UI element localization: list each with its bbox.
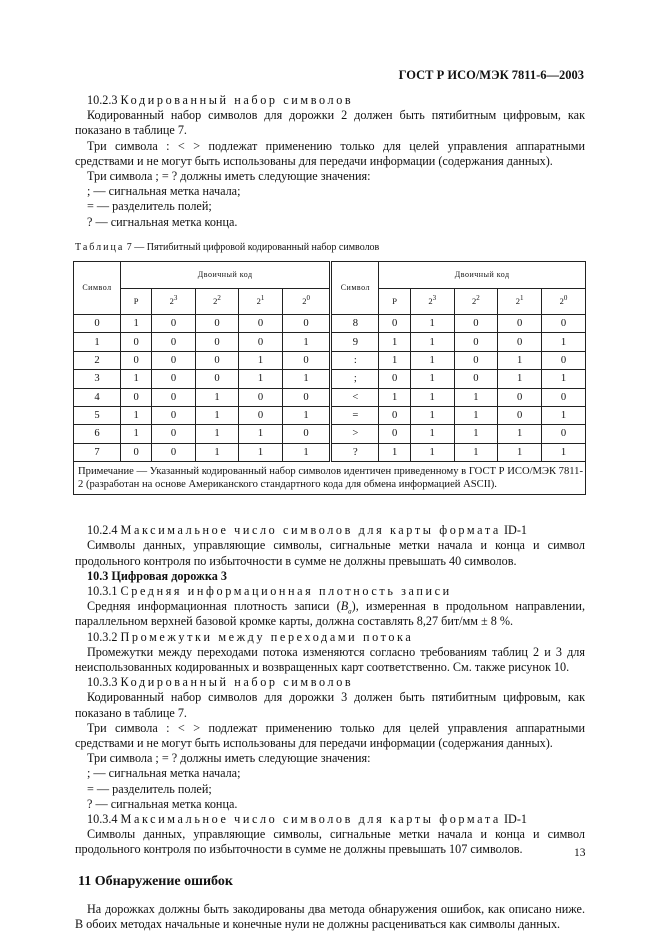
- bit-cell: 0: [152, 443, 196, 461]
- bit-cell: 0: [152, 406, 196, 424]
- symbol-cell: 8: [331, 315, 379, 333]
- bit-header: $2^1$: [498, 289, 542, 315]
- binary-code-header: Двоичный код: [379, 262, 586, 289]
- bit-cell: 0: [282, 425, 331, 443]
- bit-cell: 0: [454, 315, 498, 333]
- bit-cell: 1: [239, 370, 283, 388]
- bit-header: $2^3$: [152, 289, 196, 315]
- bit-cell: 0: [121, 333, 152, 351]
- bit-cell: 0: [498, 406, 542, 424]
- bit-cell: 0: [454, 351, 498, 369]
- bit-cell: 0: [152, 370, 196, 388]
- symbol-cell: 5: [74, 406, 121, 424]
- bit-cell: 1: [454, 443, 498, 461]
- section-10-3-heading: 10.3 Цифровая дорожка 3: [87, 568, 227, 583]
- bit-cell: 0: [379, 425, 410, 443]
- bit-header: $2^0$: [541, 289, 585, 315]
- bit-cell: 1: [410, 388, 454, 406]
- paragraph: Три символа ; = ? должны иметь следующие значения:: [87, 169, 371, 184]
- bit-cell: 1: [410, 370, 454, 388]
- bit-cell: 1: [541, 443, 585, 461]
- bit-cell: 0: [121, 351, 152, 369]
- bit-cell: 0: [498, 388, 542, 406]
- bit-cell: 1: [121, 406, 152, 424]
- bit-cell: 1: [195, 443, 239, 461]
- bit-cell: 1: [195, 425, 239, 443]
- bit-cell: 0: [379, 315, 410, 333]
- paragraph: Три символа : < > подлежат применению только для целей управления аппаратными средствами и не могут быть использованы для передачи информации (содержания данных).: [75, 720, 585, 750]
- symbol-column-header: Символ: [331, 262, 379, 315]
- bit-cell: 0: [121, 388, 152, 406]
- bit-cell: 1: [195, 388, 239, 406]
- symbol-cell: >: [331, 425, 379, 443]
- page-number: 13: [574, 847, 586, 859]
- symbol-cell: 3: [74, 370, 121, 388]
- bit-cell: 1: [282, 443, 331, 461]
- symbol-cell: <: [331, 388, 379, 406]
- symbol-cell: 0: [74, 315, 121, 333]
- symbol-cell: =: [331, 406, 379, 424]
- bit-cell: 0: [239, 388, 283, 406]
- bit-cell: 0: [195, 315, 239, 333]
- bit-cell: 1: [195, 406, 239, 424]
- bit-cell: 1: [410, 443, 454, 461]
- symbol-cell: 2: [74, 351, 121, 369]
- bit-cell: 1: [121, 315, 152, 333]
- symbol-cell: ;: [331, 370, 379, 388]
- section-10-3-4-heading: 10.3.4 Максимальное число символов для карты формата ID-1: [87, 812, 527, 827]
- paragraph: Символы данных, управляющие символы, сигнальные метки начала и конца и символ продольного контроля по избыточности в сумме не должны превышать 107 символов.: [75, 827, 585, 857]
- table-row: [74, 333, 586, 351]
- paragraph: Три символа : < > подлежат применению только для целей управления аппаратными средствами и не могут быть использованы для передачи информации (содержания данных).: [75, 138, 585, 168]
- bit-cell: 0: [282, 388, 331, 406]
- bit-cell: 0: [239, 315, 283, 333]
- bit-cell: 1: [410, 315, 454, 333]
- bit-cell: 1: [541, 333, 585, 351]
- list-item: ; — сигнальная метка начала;: [87, 766, 241, 781]
- bit-cell: 1: [454, 406, 498, 424]
- bit-cell: 1: [498, 425, 542, 443]
- bit-cell: 0: [195, 351, 239, 369]
- paragraph: Символы данных, управляющие символы, сигнальные метки начала и конца и символ продольного контроля по избыточности в сумме не должны превышать 40 символов.: [75, 538, 585, 568]
- bit-header: $2^1$: [239, 289, 283, 315]
- section-11-heading: 11 Обнаружение ошибок: [78, 873, 233, 889]
- symbol-column-header: Символ: [74, 262, 121, 315]
- paragraph: Средняя информационная плотность записи $(B_a)$, измеренная в продольном направлении, параллельном верхней базовой кромке карты, должна составлять 8,27 бит/мм ± 8 %.: [75, 599, 585, 629]
- bit-header: P: [379, 289, 410, 315]
- bit-header: P: [121, 289, 152, 315]
- bit-cell: 0: [541, 315, 585, 333]
- bit-cell: 0: [541, 425, 585, 443]
- bit-header: $2^0$: [282, 289, 331, 315]
- symbol-cell: 4: [74, 388, 121, 406]
- bit-cell: 0: [541, 351, 585, 369]
- bit-header: $2^3$: [410, 289, 454, 315]
- bit-cell: 0: [152, 425, 196, 443]
- bit-cell: 0: [152, 388, 196, 406]
- symbol-cell: 1: [74, 333, 121, 351]
- paragraph: На дорожках должны быть закодированы два метода обнаружения ошибок, как описано ниже. В обоих методах начальные и конечные нули не должны расцениваться как символы данных.: [75, 901, 585, 932]
- symbol-cell: ?: [331, 443, 379, 461]
- bit-cell: 0: [239, 333, 283, 351]
- section-10-3-3-heading: 10.3.3 Кодированный набор символов: [87, 675, 354, 690]
- bit-header-row: [74, 289, 586, 315]
- bit-cell: 0: [498, 315, 542, 333]
- symbol-cell: 9: [331, 333, 379, 351]
- table-row: [74, 425, 586, 443]
- bit-cell: 1: [379, 443, 410, 461]
- section-10-3-1-heading: 10.3.1 Средняя информационная плотность записи: [87, 583, 452, 598]
- bit-cell: 0: [379, 370, 410, 388]
- section-10-2-4-heading: 10.2.4 Максимальное число символов для карты формата ID-1: [87, 523, 527, 538]
- bit-cell: 1: [498, 443, 542, 461]
- document-header: ГОСТ Р ИСО/МЭК 7811-6—2003: [398, 68, 584, 82]
- bit-cell: 0: [152, 315, 196, 333]
- bit-cell: 1: [379, 388, 410, 406]
- list-item: ? — сигнальная метка конца.: [87, 796, 238, 811]
- bit-cell: 1: [454, 388, 498, 406]
- bit-cell: 1: [282, 370, 331, 388]
- bit-cell: 0: [152, 351, 196, 369]
- bit-cell: 1: [541, 406, 585, 424]
- list-item: ; — сигнальная метка начала;: [87, 184, 241, 199]
- bit-cell: 0: [239, 406, 283, 424]
- bit-cell: 1: [541, 370, 585, 388]
- list-item: = — разделитель полей;: [87, 199, 212, 214]
- bit-cell: 1: [410, 406, 454, 424]
- bit-cell: 1: [379, 351, 410, 369]
- bit-header: $2^2$: [454, 289, 498, 315]
- table-row: [74, 315, 586, 333]
- bit-header: $2^2$: [195, 289, 239, 315]
- section-10-3-2-heading: 10.3.2 Промежутки между переходами потока: [87, 629, 414, 644]
- bit-cell: 0: [282, 351, 331, 369]
- table-row: [74, 370, 586, 388]
- bit-cell: 0: [282, 315, 331, 333]
- list-item: ? — сигнальная метка конца.: [87, 214, 238, 229]
- table-7: [73, 261, 586, 495]
- bit-cell: 1: [282, 333, 331, 351]
- table-row: [74, 351, 586, 369]
- table-row: [74, 406, 586, 424]
- bit-cell: 0: [541, 388, 585, 406]
- bit-cell: 0: [152, 333, 196, 351]
- table-row: [74, 388, 586, 406]
- paragraph: Кодированный набор символов для дорожки 3 должен быть пятибитным цифровым, как показано в таблице 7.: [75, 690, 585, 720]
- bit-cell: 1: [410, 333, 454, 351]
- bit-cell: 1: [239, 425, 283, 443]
- bit-cell: 1: [498, 351, 542, 369]
- bit-cell: 1: [454, 425, 498, 443]
- symbol-cell: 6: [74, 425, 121, 443]
- bit-cell: 0: [121, 443, 152, 461]
- bit-cell: 1: [121, 425, 152, 443]
- bit-cell: 1: [410, 425, 454, 443]
- list-item: = — разделитель полей;: [87, 781, 212, 796]
- bit-cell: 1: [379, 333, 410, 351]
- bit-cell: 1: [498, 370, 542, 388]
- bit-cell: 1: [239, 443, 283, 461]
- table-caption: Таблица 7 — Пятибитный цифровой кодированный набор символов: [75, 241, 380, 253]
- bit-cell: 0: [454, 333, 498, 351]
- table-row: [74, 443, 586, 461]
- page-body: [75, 93, 585, 932]
- bit-cell: 1: [239, 351, 283, 369]
- bit-cell: 1: [121, 370, 152, 388]
- bit-cell: 0: [195, 333, 239, 351]
- section-10-2-3-heading: 10.2.3 Кодированный набор символов: [87, 93, 354, 107]
- paragraph: Промежутки между переходами потока изменяются согласно требованиям таблиц 2 и 3 для неиспользованных кодированных и возвращенных карт соответственно. См. также рисунок 10.: [75, 644, 585, 674]
- symbol-cell: :: [331, 351, 379, 369]
- table-note: Примечание — Указанный кодированный набор символов идентичен приведенному в ГОСТ Р ИСО/МЭК 7811-2 (разработан на основе Американского стандартного кода для обмена информацией ASCII).: [74, 462, 586, 495]
- bit-cell: 1: [282, 406, 331, 424]
- paragraph: Три символа ; = ? должны иметь следующие значения:: [87, 751, 371, 766]
- paragraph: Кодированный набор символов для дорожки 2 должен быть пятибитным цифровым, как показано в таблице 7.: [75, 108, 585, 138]
- bit-cell: 0: [454, 370, 498, 388]
- bit-cell: 0: [195, 370, 239, 388]
- bit-cell: 0: [498, 333, 542, 351]
- bit-cell: 1: [410, 351, 454, 369]
- symbol-cell: 7: [74, 443, 121, 461]
- bit-cell: 0: [379, 406, 410, 424]
- binary-code-header: Двоичный код: [121, 262, 331, 289]
